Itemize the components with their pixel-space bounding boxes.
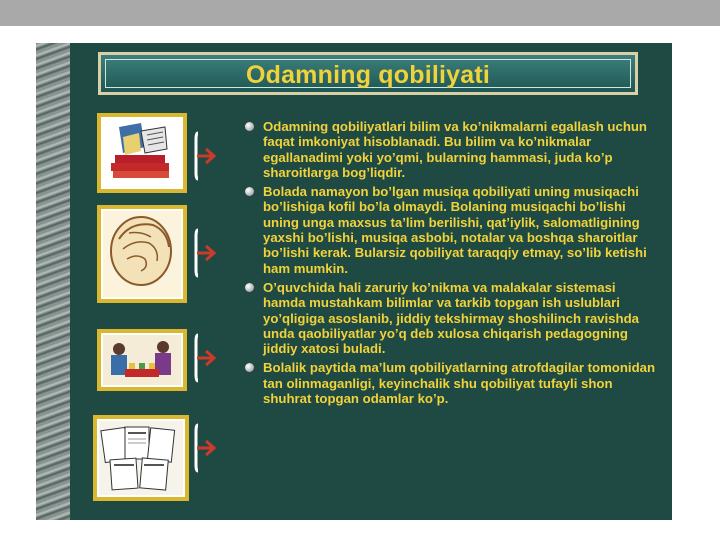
bullet-text: Bolalik paytida ma’lum qobiliyatlarning atrofdagilar tomonidan tan olinmaganligi, keyinchalik shu qobiliyat tufayli shon shuhrat topgan odamlar ko’p. (263, 360, 656, 407)
bullet-icon (245, 363, 254, 372)
slide-title: Odamning qobiliyati (245, 61, 491, 89)
bullet-item (242, 360, 658, 406)
bullet-icon (245, 122, 254, 131)
head-profile-picture (97, 205, 187, 303)
bullet-item (242, 184, 658, 276)
people-scene-icon (101, 333, 183, 387)
bullet-text: Odamning qobiliyatlari bilim va ko’nikmalarni egallash uchun faqat imkoniyat hisoblanadi. Bu bilim va ko’nikmalar egallanadimi yoki yo’qmi, bularning hammasi, juda ko’p sharoitlarga bog’liqdir. (263, 119, 647, 180)
connector-arrow-icon (194, 333, 224, 383)
connector-arrow-icon (194, 131, 224, 181)
top-gray-bar (0, 0, 720, 26)
bullet-item (242, 280, 658, 356)
head-profile-icon (101, 209, 183, 299)
slide (36, 43, 672, 520)
connector-arrow-icon (194, 423, 224, 473)
left-texture-strip (36, 43, 70, 520)
newspapers-picture (93, 415, 189, 501)
title-bar (98, 52, 638, 95)
bullet-icon (245, 187, 254, 196)
bullet-list (242, 119, 658, 410)
newspapers-icon (97, 419, 185, 497)
bullet-text: Bolada namayon bo’lgan musiqa qobiliyati uning musiqachi bo’lishiga kofil bo’la olmaydi. Bolaning musiqachi bo’lishi uning unga maxsus ta’lim berilishi, qat’iylik, salomatligining yaxshi bo’lishi, musiqa asbobi, notalar va boshqa sharoitlar bo’lishi kerak. Bularsiz qobiliyat taraqqiy etmay, so’lib ketishi ham mumkin. (263, 184, 647, 276)
connector-arrow-icon (194, 228, 224, 278)
books-icon (101, 117, 183, 189)
people-scene-picture (97, 329, 187, 391)
books-picture (97, 113, 187, 193)
bullet-text: O’quvchida hali zaruriy ko’nikma va malakalar sistemasi hamda mustahkam bilimlar va tarkib topgan ish uslublari yo’qligiga asoslanib, jiddiy tekshirmay shoshilinch ravishda unda qaobiliyatlar yo’q deb xulosa chiqarish pedagogning jiddiy xatosi buladi. (263, 279, 639, 357)
bullet-item (242, 119, 658, 180)
bullet-icon (245, 283, 254, 292)
